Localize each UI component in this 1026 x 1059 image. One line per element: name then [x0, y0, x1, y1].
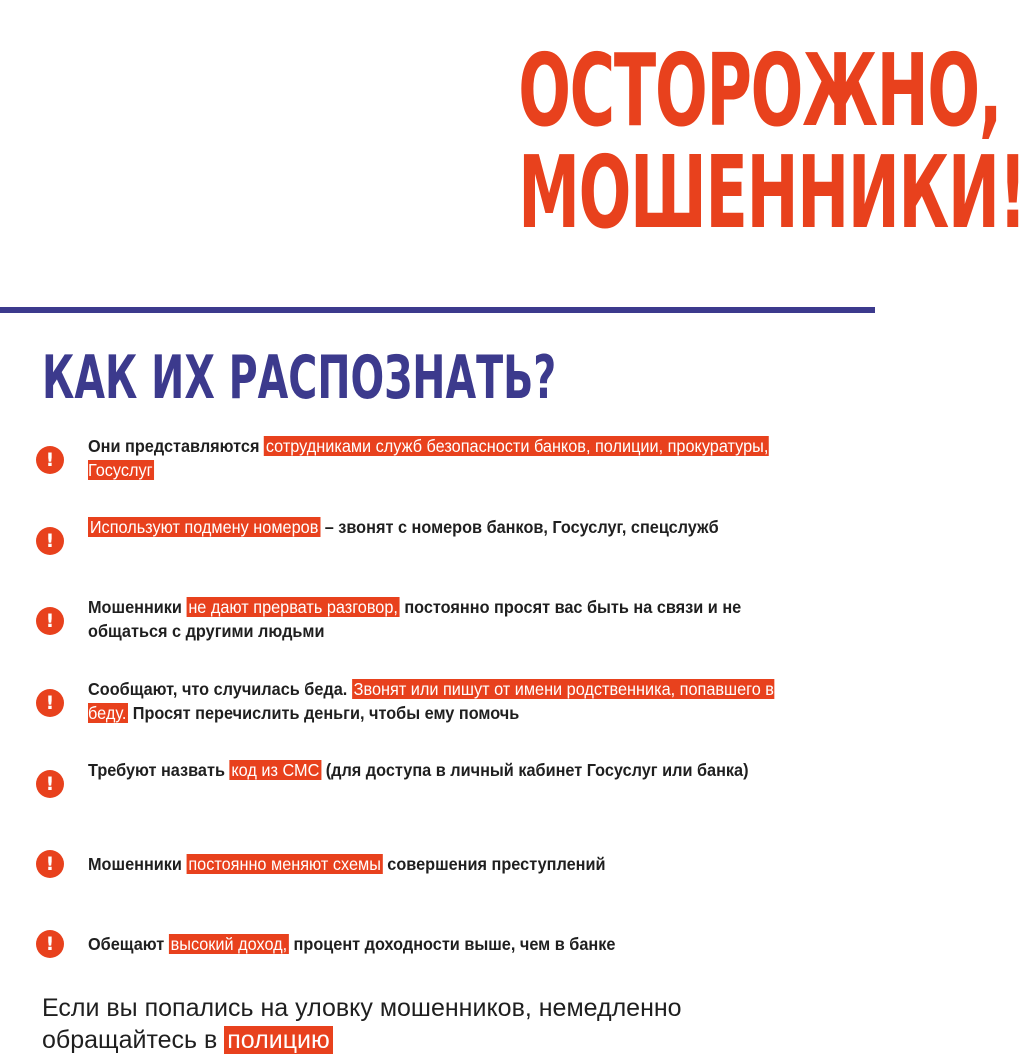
text-plain: Просят перечислить деньги, чтобы ему помочь: [128, 703, 520, 723]
exclamation-icon: !: [36, 527, 64, 555]
exclamation-icon: !: [36, 607, 64, 635]
warning-text-4: [88, 677, 804, 725]
header-divider: [0, 307, 875, 313]
footer-text: Если вы попались на уловку мошенников, немедленно обращайтесь в: [42, 994, 682, 1054]
text-plain: постоянно просят вас быть на связи и не общаться с другими людьми: [88, 597, 742, 641]
text-highlight: постоянно меняют схемы: [188, 854, 381, 874]
warning-text-5: [88, 758, 804, 782]
text-plain: Сообщают, что случилась беда.: [88, 679, 352, 699]
text-plain: процент доходности выше, чем в банке: [289, 934, 616, 954]
warning-text-2: [88, 515, 804, 539]
warning-text-7: [88, 932, 804, 956]
text-highlight: Используют подмену номеров: [89, 517, 319, 537]
warning-text-6: [88, 852, 804, 876]
warning-text-3: [88, 595, 804, 643]
footer-highlight: полицию: [224, 1026, 332, 1054]
text-highlight: высокий доход,: [170, 934, 288, 954]
exclamation-icon: !: [36, 930, 64, 958]
section-subtitle: КАК ИХ РАСПОЗНАТЬ?: [42, 343, 557, 413]
footer-call-to-action: [42, 992, 842, 1056]
text-highlight: не дают прервать разговор,: [188, 597, 398, 617]
poster-title: [313, 32, 1026, 251]
title-line-2: МОШЕННИКИ!: [518, 134, 1026, 251]
exclamation-icon: !: [36, 689, 64, 717]
text-plain: Мошенники: [88, 854, 187, 874]
exclamation-icon: !: [36, 446, 64, 474]
text-plain: Требуют назвать: [88, 760, 230, 780]
text-plain: Обещают: [88, 934, 169, 954]
text-highlight: сотрудниками служб безопасности банков, полиции, прокуратуры, Госуслуг: [88, 436, 769, 480]
text-highlight: Звонят или пишут от имени родственника, попавшего в беду.: [88, 679, 774, 723]
exclamation-icon: !: [36, 850, 64, 878]
title-line-1: ОСТОРОЖНО,: [518, 32, 1002, 149]
text-plain: (для доступа в личный кабинет Госуслуг или банка): [321, 760, 749, 780]
text-plain: Мошенники: [88, 597, 187, 617]
exclamation-icon: !: [36, 770, 64, 798]
warning-text-1: [88, 434, 804, 482]
text-plain: совершения преступлений: [382, 854, 606, 874]
text-highlight: код из СМС: [231, 760, 320, 780]
text-plain: – звонят с номеров банков, Госуслуг, спецслужб: [320, 517, 719, 537]
text-plain: Они представляются: [88, 436, 264, 456]
